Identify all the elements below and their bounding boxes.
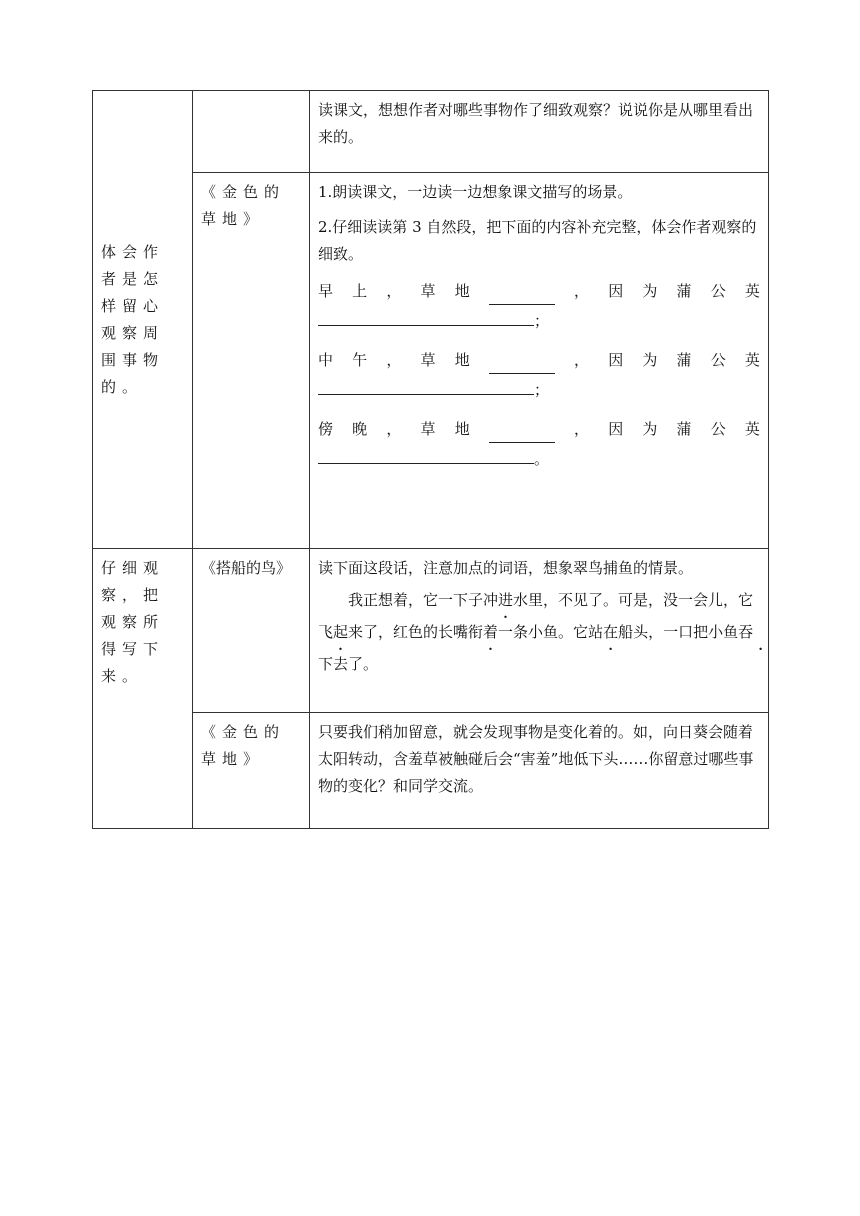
task-cell bbox=[310, 173, 769, 549]
answer-blank[interactable] bbox=[489, 355, 555, 374]
fill-text: 因 bbox=[608, 420, 624, 438]
goal-cell bbox=[93, 549, 193, 829]
fill-text: ， bbox=[386, 282, 402, 300]
fill-text: 英 bbox=[744, 420, 760, 438]
fill-text: ， bbox=[386, 351, 402, 369]
line-end-punct: 。 bbox=[534, 450, 550, 468]
task-text: 读课文，想想作者对哪些事物作了细致观察？说说你是从哪里看出来的。 bbox=[318, 101, 754, 146]
lesson-plan-table bbox=[92, 90, 769, 829]
fill-text: 为 bbox=[642, 351, 658, 369]
fill-text: 蒲 bbox=[676, 420, 692, 438]
answer-blank[interactable] bbox=[318, 376, 534, 395]
fill-in-line bbox=[318, 347, 760, 404]
fill-text: 英 bbox=[744, 282, 760, 300]
quote-text: 进水里，不见了。可是，没一会儿，它 bbox=[498, 591, 754, 609]
dotted-word: 衔 bbox=[468, 623, 484, 641]
fill-text: 英 bbox=[744, 351, 760, 369]
fill-text: 公 bbox=[710, 282, 726, 300]
fill-text: 公 bbox=[710, 420, 726, 438]
fill-text: 蒲 bbox=[676, 351, 692, 369]
fill-in-line bbox=[318, 278, 760, 335]
task-text: 读下面这段话，注意加点的词语，想象翠鸟捕鱼的情景。 bbox=[318, 559, 694, 577]
fill-text: 为 bbox=[642, 420, 658, 438]
fill-text: 公 bbox=[710, 351, 726, 369]
fill-text: 因 bbox=[608, 282, 624, 300]
task-item: 2.仔细读读第 3 自然段，把下面的内容补充完整，体会作者观察的细致。 bbox=[318, 218, 757, 263]
fill-text: 地 bbox=[454, 282, 470, 300]
fill-text: 午 bbox=[352, 351, 368, 369]
fill-text: 草 bbox=[420, 420, 436, 438]
goal-cell bbox=[93, 91, 193, 549]
quote-paragraph bbox=[318, 584, 760, 680]
fill-text: 草 bbox=[420, 351, 436, 369]
fill-text: ， bbox=[574, 420, 590, 438]
task-cell bbox=[310, 549, 769, 713]
task-item: 1.朗读课文，一边读一边想象课文描写的场景。 bbox=[318, 183, 633, 201]
quote-text: 在船头，一口把小鱼 bbox=[603, 623, 739, 641]
dotted-word: 冲 bbox=[483, 591, 499, 609]
answer-blank[interactable] bbox=[489, 286, 555, 305]
task-text: 只要我们稍加留意，就会发现事物是变化着的。如，向日葵会随着太阳转动，含羞草被触碰后会“害羞”地低下头……你留意过哪些事物的变化？和同学交流。 bbox=[318, 723, 754, 795]
quote-text: 起来了，红色的长嘴 bbox=[333, 623, 469, 641]
quote-text: 着一条小鱼。它 bbox=[483, 623, 589, 641]
dotted-word: 飞 bbox=[318, 623, 334, 641]
fill-text: 因 bbox=[608, 351, 624, 369]
fill-text: 晚 bbox=[352, 420, 368, 438]
quote-text: 我正想着，它一下子 bbox=[348, 591, 484, 609]
goal-text: 仔细观察，把观察所得写下来。 bbox=[101, 559, 165, 685]
fill-text: 草 bbox=[420, 282, 436, 300]
lesson-cell bbox=[193, 91, 310, 173]
fill-text: 中 bbox=[318, 351, 334, 369]
line-end-punct: ； bbox=[534, 312, 550, 330]
goal-text: 体会作者是怎样留心观察周围事物的。 bbox=[101, 242, 165, 396]
answer-blank[interactable] bbox=[489, 424, 555, 443]
fill-text: 上 bbox=[352, 282, 368, 300]
answer-blank[interactable] bbox=[318, 445, 534, 464]
table-row bbox=[93, 173, 769, 549]
fill-text: ， bbox=[386, 420, 402, 438]
lesson-title: 《金色的草地》 bbox=[201, 723, 286, 768]
fill-text: 傍 bbox=[318, 420, 334, 438]
table-row bbox=[93, 91, 769, 173]
fill-text: ， bbox=[574, 351, 590, 369]
line-end-punct: ； bbox=[534, 381, 550, 399]
lesson-cell bbox=[193, 713, 310, 829]
task-cell bbox=[310, 713, 769, 829]
task-cell bbox=[310, 91, 769, 173]
dotted-word: 吞 bbox=[738, 623, 754, 641]
lesson-cell bbox=[193, 549, 310, 713]
lesson-title: 《金色的草地》 bbox=[201, 183, 286, 228]
fill-text: ， bbox=[574, 282, 590, 300]
lesson-cell bbox=[193, 173, 310, 549]
answer-blank[interactable] bbox=[318, 307, 534, 326]
quote-text: 下去了。 bbox=[318, 655, 379, 673]
dotted-word: 站 bbox=[588, 623, 604, 641]
fill-text: 地 bbox=[454, 420, 470, 438]
fill-in-line bbox=[318, 416, 760, 473]
fill-text: 地 bbox=[454, 351, 470, 369]
lesson-title: 《搭船的鸟》 bbox=[201, 559, 292, 577]
fill-text: 为 bbox=[642, 282, 658, 300]
fill-text: 早 bbox=[318, 282, 334, 300]
table-row bbox=[93, 549, 769, 713]
table-row bbox=[93, 713, 769, 829]
fill-text: 蒲 bbox=[676, 282, 692, 300]
